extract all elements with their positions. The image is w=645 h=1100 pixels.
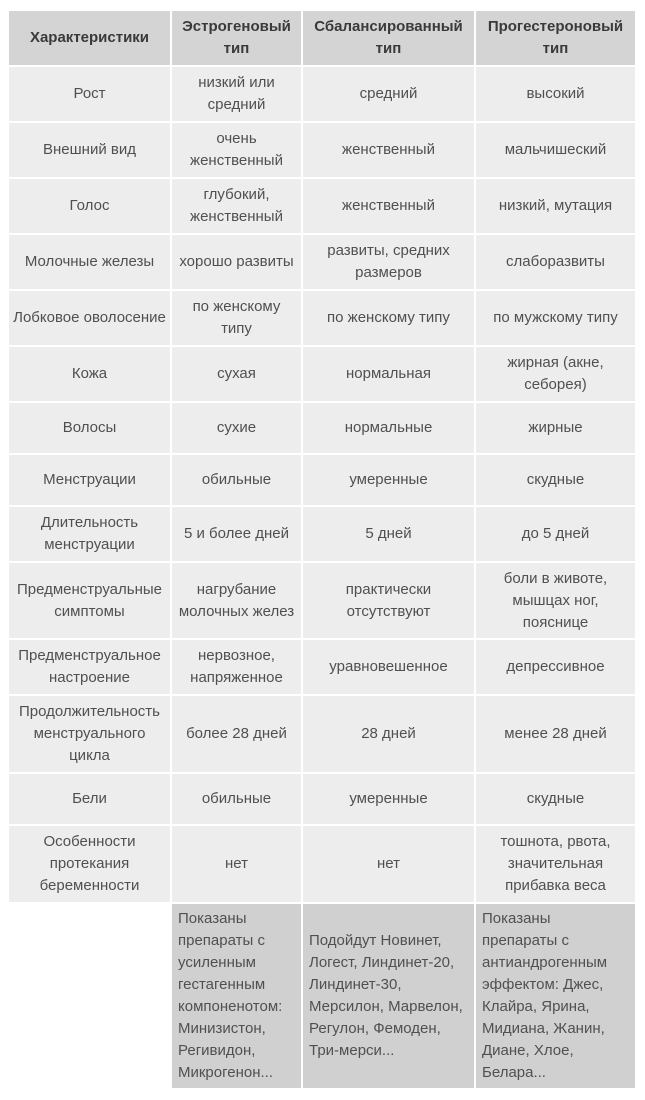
estrogen-cell: обильные [172, 455, 303, 507]
estrogen-cell: более 28 дней [172, 696, 303, 774]
table-row [9, 696, 635, 774]
row-feature: Предменструальные симптомы [9, 563, 172, 640]
estrogen-cell: очень женственный [172, 123, 303, 179]
row-feature: Кожа [9, 347, 172, 403]
balanced-cell: нет [303, 826, 476, 904]
row-feature: Лобковое оволосение [9, 291, 172, 347]
table-row [9, 563, 635, 640]
progesterone-cell: скудные [476, 455, 635, 507]
estrogen-cell: сухие [172, 403, 303, 455]
row-feature: Волосы [9, 403, 172, 455]
row-feature: Менструации [9, 455, 172, 507]
balanced-cell: нормальная [303, 347, 476, 403]
table-row [9, 123, 635, 179]
row-feature: Молочные железы [9, 235, 172, 291]
table-row [9, 507, 635, 563]
balanced-cell: по женскому типу [303, 291, 476, 347]
estrogen-cell: нервозное, напряженное [172, 640, 303, 696]
progesterone-cell: депрессивное [476, 640, 635, 696]
progesterone-cell: жирные [476, 403, 635, 455]
recommendations-blank-cell [9, 904, 172, 1090]
header-balanced-type: Сбалансированный тип [303, 11, 476, 67]
header-row [9, 11, 635, 67]
estrogen-cell: глубокий, женственный [172, 179, 303, 235]
progesterone-recommendation: Показаны препараты с антиандрогенным эффектом: Джес, Клайра, Ярина, Мидиана, Жанин, Диане, Хлое, Белара... [476, 904, 635, 1090]
hormone-type-table [9, 11, 635, 1090]
table-row [9, 67, 635, 123]
progesterone-cell: тошнота, рвота, значительная прибавка веса [476, 826, 635, 904]
estrogen-cell: 5 и более дней [172, 507, 303, 563]
balanced-cell: уравновешенное [303, 640, 476, 696]
row-feature: Длительность менструации [9, 507, 172, 563]
progesterone-cell: мальчишеский [476, 123, 635, 179]
balanced-cell: умеренные [303, 455, 476, 507]
progesterone-cell: боли в животе, мышцах ног, пояснице [476, 563, 635, 640]
table-row [9, 774, 635, 826]
table-row [9, 235, 635, 291]
progesterone-cell: низкий, мутация [476, 179, 635, 235]
table-row [9, 455, 635, 507]
table-row [9, 826, 635, 904]
progesterone-cell: по мужскому типу [476, 291, 635, 347]
row-feature: Предменструальное настроение [9, 640, 172, 696]
balanced-cell: 5 дней [303, 507, 476, 563]
estrogen-cell: сухая [172, 347, 303, 403]
header-characteristics: Характеристики [9, 11, 172, 67]
progesterone-cell: скудные [476, 774, 635, 826]
balanced-recommendation: Подойдут Новинет, Логест, Линдинет-20, Линдинет-30, Мерсилон, Марвелон, Регулон, Фемоден, Три-мерси... [303, 904, 476, 1090]
table-row [9, 179, 635, 235]
estrogen-cell: по женскому типу [172, 291, 303, 347]
row-feature: Бели [9, 774, 172, 826]
estrogen-cell: хорошо развиты [172, 235, 303, 291]
progesterone-cell: слаборазвиты [476, 235, 635, 291]
balanced-cell: женственный [303, 123, 476, 179]
balanced-cell: практически отсутствуют [303, 563, 476, 640]
progesterone-cell: жирная (акне, себорея) [476, 347, 635, 403]
balanced-cell: 28 дней [303, 696, 476, 774]
table-row [9, 403, 635, 455]
estrogen-cell: обильные [172, 774, 303, 826]
estrogen-cell: нет [172, 826, 303, 904]
table-row [9, 640, 635, 696]
row-feature: Продолжительность менструального цикла [9, 696, 172, 774]
progesterone-cell: менее 28 дней [476, 696, 635, 774]
estrogen-recommendation: Показаны препараты с усиленным гестагенным компоненотом: Минизистон, Регивидон, Микрогенон... [172, 904, 303, 1090]
estrogen-cell: нагрубание молочных желез [172, 563, 303, 640]
recommendations-row [9, 904, 635, 1090]
header-estrogen-type: Эстрогеновый тип [172, 11, 303, 67]
progesterone-cell: до 5 дней [476, 507, 635, 563]
header-progesterone-type: Прогестероновый тип [476, 11, 635, 67]
balanced-cell: нормальные [303, 403, 476, 455]
balanced-cell: умеренные [303, 774, 476, 826]
balanced-cell: развиты, средних размеров [303, 235, 476, 291]
row-feature: Рост [9, 67, 172, 123]
balanced-cell: женственный [303, 179, 476, 235]
row-feature: Внешний вид [9, 123, 172, 179]
row-feature: Голос [9, 179, 172, 235]
row-feature: Особенности протекания беременности [9, 826, 172, 904]
table-row [9, 347, 635, 403]
estrogen-cell: низкий или средний [172, 67, 303, 123]
progesterone-cell: высокий [476, 67, 635, 123]
balanced-cell: средний [303, 67, 476, 123]
table-row [9, 291, 635, 347]
